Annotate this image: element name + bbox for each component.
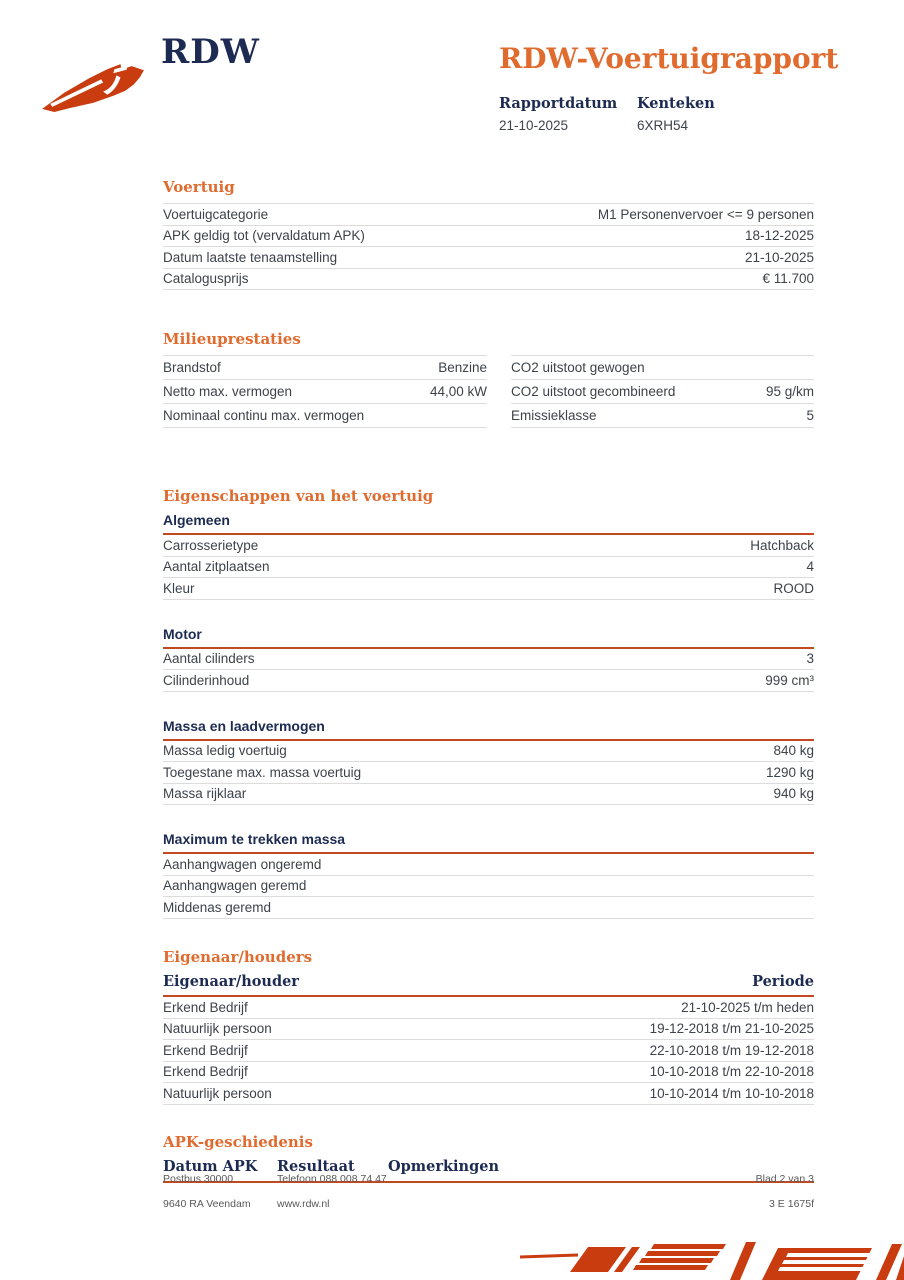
row-value: ROOD [773,580,814,596]
footer-website: www.rdw.nl [277,1198,330,1210]
section-milieuprestaties [163,330,814,428]
row-label: Massa rijklaar [163,786,247,802]
section-eigenschappen [163,487,814,919]
footer-phone: Telefoon 088 008 74 47 [277,1173,387,1185]
license-plate-block [637,95,775,133]
owner-column-header: Eigenaar/houder [163,973,299,990]
page-footer [163,1173,814,1210]
footer-doc-code: 3 E 1675f [769,1198,814,1210]
table-row [163,269,814,291]
row-value: Hatchback [750,537,814,553]
row-label: Erkend Bedrijf [163,1042,248,1058]
apk-remarks-column-header: Opmerkingen [388,1158,499,1175]
row-value: 999 cm³ [765,672,814,688]
row-label: Kleur [163,580,195,596]
row-label: Nominaal continu max. vermogen [163,408,365,423]
row-value: 940 kg [773,786,814,802]
row-label: Middenas geremd [163,899,272,915]
table-row [163,1062,814,1084]
row-label: Erkend Bedrijf [163,1064,248,1080]
section-title-milieuprestaties: Milieuprestaties [163,330,301,348]
row-label: Netto max. vermogen [163,384,293,399]
subsection-title-motor: Motor [163,626,814,649]
table-row [163,897,814,919]
table-row [163,226,814,248]
section-voertuig [163,178,814,290]
milieu-left-column [163,355,487,428]
section-eigenaar-houders [163,948,814,1105]
footer-address-line2: 9640 RA Veendam [163,1198,251,1210]
section-title-voertuig: Voertuig [163,178,235,196]
table-row [163,247,814,269]
row-label: Aantal cilinders [163,651,255,667]
section-title-eigenschappen: Eigenschappen van het voertuig [163,487,434,505]
table-row [163,356,487,380]
footer-line-1 [163,1173,814,1185]
row-label: Carrosserietype [163,537,259,553]
apk-date-column-header: Datum APK [163,1158,258,1175]
row-value: 95 g/km [765,384,814,399]
row-value: 18-12-2025 [744,228,814,244]
row-label: Aantal zitplaatsen [163,559,270,575]
milieu-right-column [511,355,814,428]
row-label: CO2 uitstoot gewogen [511,360,645,375]
row-label: Emissieklasse [511,408,597,423]
table-row [163,1019,814,1041]
row-label: Cilinderinhoud [163,672,250,688]
footer-line-2 [163,1198,814,1210]
row-value: 10-10-2014 t/m 10-10-2018 [649,1085,814,1101]
subsection-motor [163,626,814,692]
row-label: Erkend Bedrijf [163,999,248,1015]
owner-table-header [163,973,814,997]
table-row [511,404,814,428]
row-label: Catalogusprijs [163,271,249,287]
row-value: 44,00 kW [429,384,487,399]
row-label: Natuurlijk persoon [163,1021,272,1037]
table-row [163,649,814,671]
rdw-speed-stripes-graphic [520,1238,904,1280]
row-value: 21-10-2025 t/m heden [681,999,814,1015]
voertuig-table [163,203,814,290]
table-row [163,1040,814,1062]
footer-address-line1: Postbus 30000 [163,1173,234,1185]
row-value: 22-10-2018 t/m 19-12-2018 [649,1042,814,1058]
row-value: 3 [806,651,814,667]
row-value: 4 [806,559,814,575]
row-label: Aanhangwagen geremd [163,878,307,894]
subsection-title-massa: Massa en laadvermogen [163,718,814,741]
row-value: 840 kg [773,743,814,759]
row-label: Brandstof [163,360,221,375]
row-value: 10-10-2018 t/m 22-10-2018 [649,1064,814,1080]
report-date-block [499,95,637,133]
table-row [163,380,487,404]
subsection-title-algemeen: Algemeen [163,512,814,535]
table-row [163,1083,814,1105]
table-row [163,784,814,806]
table-row [163,204,814,226]
row-value: 21-10-2025 [744,249,814,265]
report-meta [499,95,775,133]
table-row [163,997,814,1019]
table-row [163,404,487,428]
rdw-feather-logo-icon [42,57,144,113]
row-label: Natuurlijk persoon [163,1085,272,1101]
table-row [163,876,814,898]
row-value: 19-12-2018 t/m 21-10-2025 [649,1021,814,1037]
row-value: Benzine [438,360,487,375]
row-value: M1 Personenvervoer <= 9 personen [597,206,814,222]
row-label: APK geldig tot (vervaldatum APK) [163,228,365,244]
table-row [163,741,814,763]
section-title-eigenaar-houders: Eigenaar/houders [163,948,313,966]
subsection-title-trekken: Maximum te trekken massa [163,831,814,854]
row-label: Massa ledig voertuig [163,743,287,759]
row-value: 5 [806,408,814,423]
table-row [163,557,814,579]
rdw-logo-text: RDW [161,32,260,72]
page-title: RDW-Voertuigrapport [499,42,839,75]
license-plate-value: 6XRH54 [637,118,689,133]
subsection-massa [163,718,814,806]
subsection-trekken [163,831,814,919]
row-label: CO2 uitstoot gecombineerd [511,384,676,399]
row-label: Voertuigcategorie [163,206,269,222]
row-label: Datum laatste tenaamstelling [163,249,338,265]
period-column-header: Periode [752,973,814,990]
table-row [163,578,814,600]
footer-page-number: Blad 2 van 3 [755,1173,814,1185]
section-title-apk-geschiedenis: APK-geschiedenis [163,1133,313,1151]
table-row [163,670,814,692]
report-date-label: Rapportdatum [499,95,618,112]
apk-result-column-header: Resultaat [277,1158,355,1175]
row-label: Aanhangwagen ongeremd [163,856,322,872]
table-row [511,380,814,404]
row-value: 1290 kg [765,764,814,780]
report-date-value: 21-10-2025 [499,118,569,133]
table-row [511,356,814,380]
license-plate-label: Kenteken [637,95,715,112]
table-row [163,854,814,876]
milieu-columns [163,355,814,428]
subsection-algemeen [163,512,814,600]
table-row [163,535,814,557]
table-row [163,762,814,784]
row-value: € 11.700 [762,271,814,287]
row-label: Toegestane max. massa voertuig [163,764,362,780]
